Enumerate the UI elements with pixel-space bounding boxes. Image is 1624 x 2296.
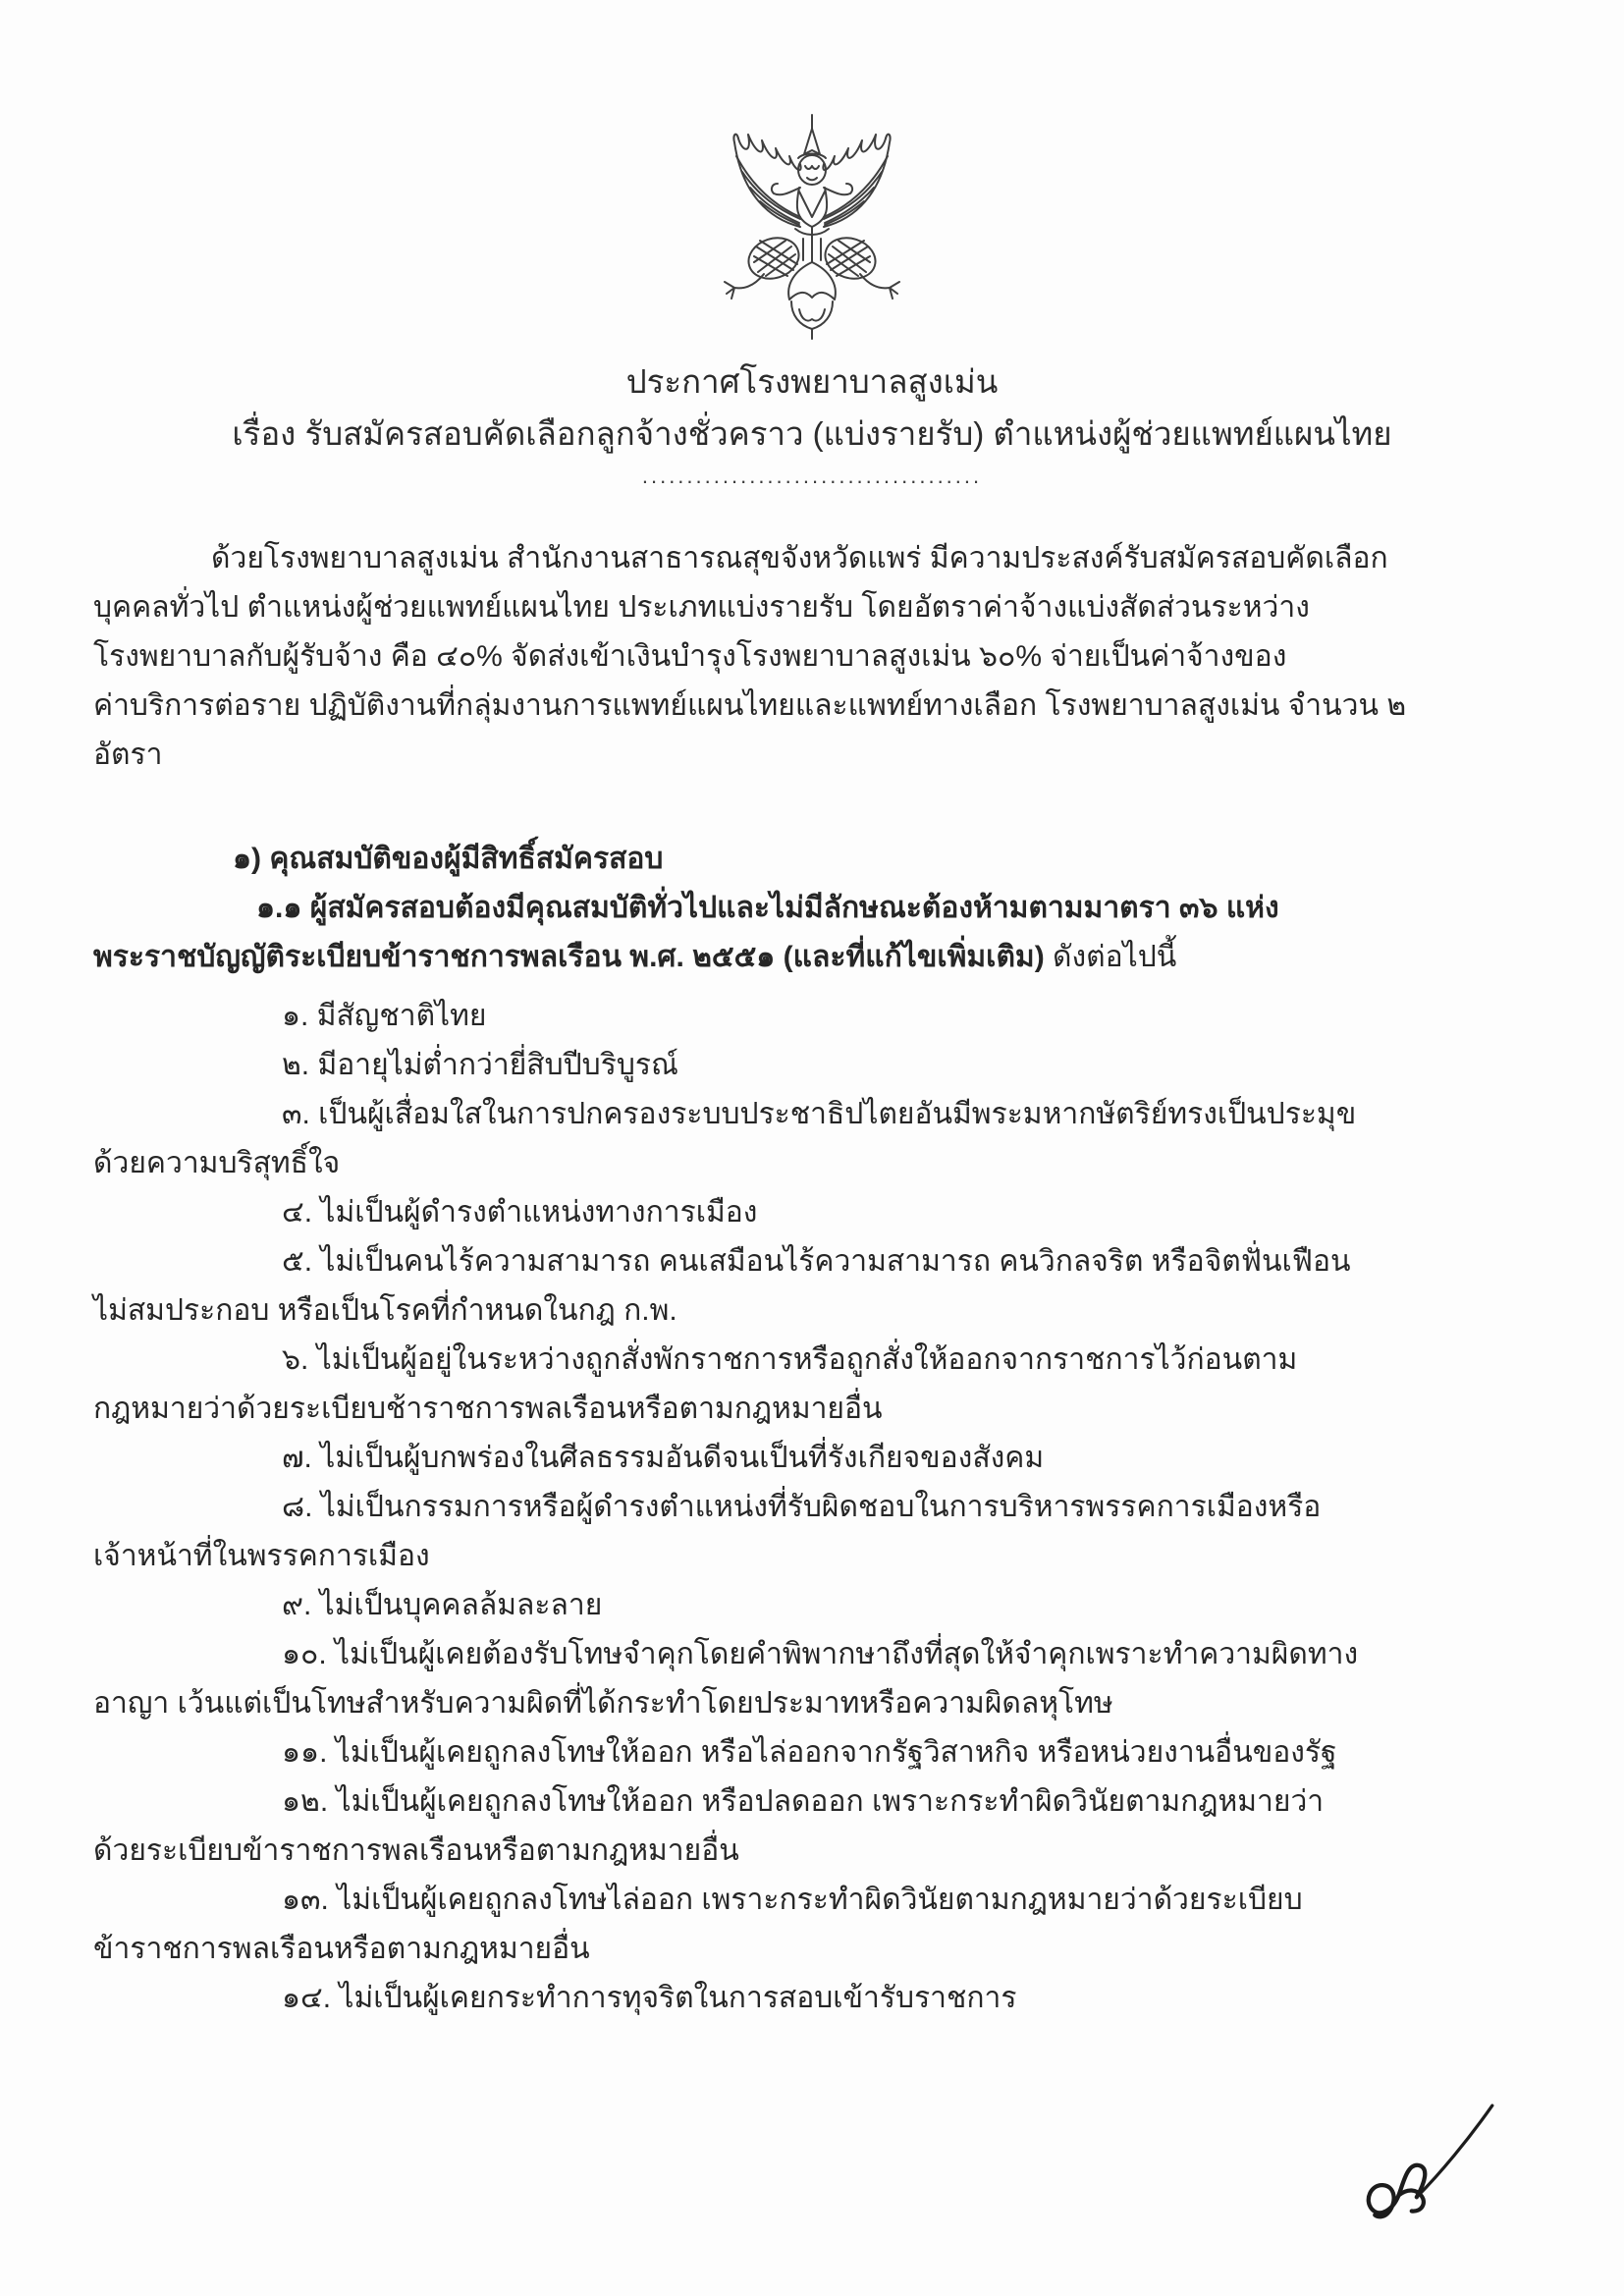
list-item-continuation: ไม่สมประกอบ หรือเป็นโรคที่กำหนดในกฎ ก.พ. [93,1294,677,1327]
list-item-continuation: ข้าราชการพลเรือนหรือตามกฎหมายอื่น [93,1933,590,1965]
intro-line: บุคคลทั่วไป ตำแหน่งผู้ช่วยแพทย์แผนไทย ประเภทแบ่งรายรับ โดยอัตราค่าจ้างแบ่งสัดส่วนระหว่าง [93,591,1310,624]
list-item-continuation: เจ้าหน้าที่ในพรรคการเมือง [93,1540,430,1572]
list-item: ๗. ไม่เป็นผู้บกพร่องในศีลธรรมอันดีจนเป็นที่รังเกียจของสังคม [282,1442,1045,1474]
list-item: ๔. ไม่เป็นผู้ดำรงตำแหน่งทางการเมือง [282,1196,758,1229]
intro-line: ค่าบริการต่อราย ปฏิบัติงานที่กลุ่มงานการแพทย์แผนไทยและแพทย์ทางเลือก โรงพยาบาลสูงเม่น จำนวน ๒ [93,689,1407,722]
list-item: ๑๐. ไม่เป็นผู้เคยต้องรับโทษจำคุกโดยคำพิพากษาถึงที่สุดให้จำคุกเพราะทำความผิดทาง [282,1638,1359,1670]
list-item: ๘. ไม่เป็นกรรมการหรือผู้ดำรงตำแหน่งที่รับผิดชอบในการบริหารพรรคการเมืองหรือ [282,1491,1322,1523]
list-item: ๑๑. ไม่เป็นผู้เคยถูกลงโทษให้ออก หรือไล่ออกจากรัฐวิสาหกิจ หรือหน่วยงานอื่นของรัฐ [282,1736,1337,1769]
garuda-emblem-icon [0,108,1624,346]
document-body [0,534,1624,2023]
section-heading: ๑) คุณสมบัติของผู้มีสิทธิ์สมัครสอบ [233,843,664,875]
list-item: ๓. เป็นผู้เสื่อมใสในการปกครองระบบประชาธิปไตยอันมีพระมหากษัตริย์ทรงเป็นประมุข [282,1098,1357,1130]
subsection-heading: ๑.๑ ผู้สมัครสอบต้องมีคุณสมบัติทั่วไปและไม่มีลักษณะต้องห้ามตามมาตรา ๓๖ แห่ง [256,892,1279,924]
document-title: ประกาศโรงพยาบาลสูงเม่น [625,363,999,400]
signature-mark-icon [1355,2098,1504,2247]
list-item: ๕. ไม่เป็นคนไร้ความสามารถ คนเสมือนไร้ความสามารถ คนวิกลจริต หรือจิตฟั่นเฟือน [282,1245,1351,1278]
list-item-continuation: กฎหมายว่าด้วยระเบียบช้าราชการพลเรือนหรือตามกฎหมายอื่น [93,1393,883,1425]
intro-line: ด้วยโรงพยาบาลสูงเม่น สำนักงานสาธารณสุขจังหวัดแพร่ มีความประสงค์รับสมัครสอบคัดเลือก [211,542,1388,574]
intro-line: โรงพยาบาลกับผู้รับจ้าง คือ ๔๐% จัดส่งเข้าเงินบำรุงโรงพยาบาลสูงเม่น ๖๐% จ่ายเป็นค่าจ้างของ [93,640,1287,673]
divider-dots: ...................................... [641,464,983,488]
act-reference-tail: ดังต่อไปนี้ [1044,941,1177,973]
document-subject: เรื่อง รับสมัครสอบคัดเลือกลูกจ้างชั่วคราว (แบ่งรายรับ) ตำแหน่งผู้ช่วยแพทย์แผนไทย [232,415,1392,452]
list-item: ๑๓. ไม่เป็นผู้เคยถูกลงโทษไล่ออก เพราะกระทำผิดวินัยตามกฎหมายว่าด้วยระเบียบ [282,1884,1303,1916]
list-item-continuation: ด้วยระเบียบข้าราชการพลเรือนหรือตามกฎหมายอื่น [93,1834,739,1867]
list-item: ๑๒. ไม่เป็นผู้เคยถูกลงโทษให้ออก หรือปลดออก เพราะกระทำผิดวินัยตามกฎหมายว่า [282,1785,1325,1818]
subsection-heading-continuation [93,933,1545,982]
list-item: ๙. ไม่เป็นบุคคลล้มละลาย [282,1589,603,1621]
list-item: ๒. มีอายุไม่ต่ำกว่ายี่สิบปีบริบูรณ์ [282,1049,678,1081]
list-item: ๑๔. ไม่เป็นผู้เคยกระทำการทุจริตในการสอบเข้ารับราชการ [282,1982,1017,2014]
list-item-continuation: อาญา เว้นแต่เป็นโทษสำหรับความผิดที่ได้กระทำโดยประมาทหรือความผิดลหุโทษ [93,1687,1113,1720]
list-item: ๑. มีสัญชาติไทย [282,1000,487,1032]
list-item: ๖. ไม่เป็นผู้อยู่ในระหว่างถูกสั่งพักราชการหรือถูกสั่งให้ออกจากราชการไว้ก่อนตาม [282,1343,1298,1376]
intro-line: อัตรา [93,738,163,771]
act-reference: พระราชบัญญัติระเบียบข้าราชการพลเรือน พ.ศ. ๒๕๕๑ (และที่แก้ไขเพิ่มเติม) [93,941,1045,973]
list-item-continuation: ด้วยความบริสุทธิ์ใจ [93,1147,341,1179]
